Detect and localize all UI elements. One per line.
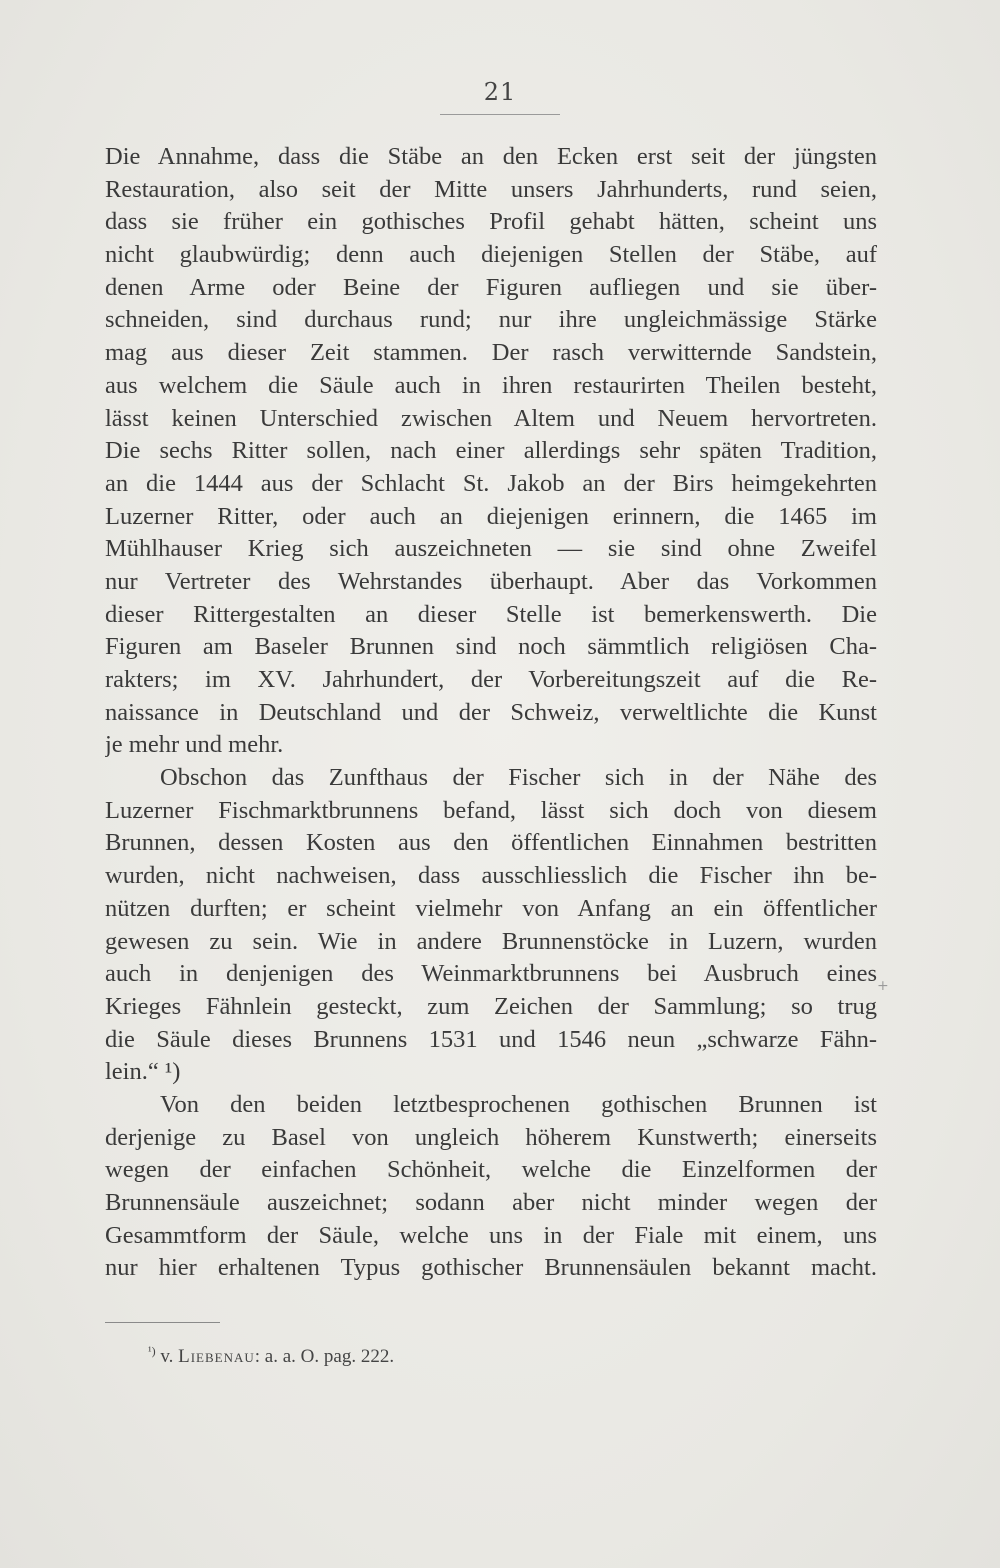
- text-line: aus welchem die Säule auch in ihren restaurirten Theilen besteht,: [105, 371, 877, 399]
- paragraph-3: [105, 1089, 877, 1285]
- footnote-rule: [105, 1322, 220, 1323]
- text-line: wegen der einfachen Schönheit, welche die Einzelformen der: [105, 1156, 877, 1184]
- text-line: nur Vertreter des Wehrstandes überhaupt. Aber das Vorkommen: [105, 567, 877, 595]
- body-text: [105, 141, 877, 1285]
- text-line: Luzerner Fischmarktbrunnens befand, lässt sich doch von diesem: [105, 796, 877, 824]
- text-line: Mühlhauser Krieg sich auszeichneten — sie sind ohne Zweifel: [105, 535, 877, 563]
- text-line: Die sechs Ritter sollen, nach einer allerdings sehr späten Tradition,: [105, 437, 877, 465]
- text-line: Restauration, also seit der Mitte unsers Jahrhunderts, rund seien,: [105, 175, 877, 203]
- text-line: schneiden, sind durchaus rund; nur ihre ungleichmässige Stärke: [105, 306, 877, 334]
- text-line: Luzerner Ritter, oder auch an diejenigen erinnern, die 1465 im: [105, 502, 877, 530]
- text-line: Krieges Fähnlein gesteckt, zum Zeichen der Sammlung; so trug: [105, 992, 877, 1020]
- text-line: lässt keinen Unterschied zwischen Altem und Neuem hervortreten.: [105, 404, 877, 432]
- paragraph-2: [105, 762, 877, 1089]
- text-line: die Säule dieses Brunnens 1531 und 1546 neun „schwarze Fähn-: [105, 1025, 877, 1053]
- text-line: Brunnen, dessen Kosten aus den öffentlichen Einnahmen bestritten: [105, 829, 877, 857]
- footnote-prefix: v.: [160, 1346, 174, 1367]
- text-line: je mehr und mehr.: [105, 731, 284, 759]
- text-line: Die Annahme, dass die Stäbe an den Ecken erst seit der jüngsten: [105, 143, 877, 170]
- text-line: Von den beiden letztbesprochenen gothischen Brunnen ist: [160, 1090, 877, 1118]
- text-line: derjenige zu Basel von ungleich höherem Kunstwerth; einerseits: [105, 1123, 877, 1151]
- text-line: gewesen zu sein. Wie in andere Brunnenstöcke in Luzern, wurden: [105, 927, 877, 955]
- page-number-rule: [440, 114, 560, 115]
- margin-mark: +: [877, 978, 889, 994]
- text-line: dieser Rittergestalten an dieser Stelle ist bemerkenswerth. Die: [105, 600, 877, 628]
- footnote-author: Liebenau: [178, 1346, 255, 1367]
- text-line: wurden, nicht nachweisen, dass ausschliesslich die Fischer ihn be-: [105, 862, 877, 890]
- text-line: denen Arme oder Beine der Figuren aufliegen und sie über-: [105, 273, 877, 301]
- text-line: Figuren am Baseler Brunnen sind noch sämmtlich religiösen Cha-: [105, 633, 877, 661]
- paragraph-1: [105, 141, 877, 762]
- text-line: Gesammtform der Säule, welche uns in der Fiale mit einem, uns: [105, 1221, 877, 1249]
- text-line: Obschon das Zunfthaus der Fischer sich in der Nähe des: [160, 764, 877, 792]
- text-line: mag aus dieser Zeit stammen. Der rasch verwitternde Sandstein,: [105, 339, 877, 367]
- text-line: Brunnensäule auszeichnet; sodann aber nicht minder wegen der: [105, 1189, 877, 1216]
- text-line: nicht glaubwürdig; denn auch diejenigen Stellen der Stäbe, auf: [105, 241, 877, 269]
- text-line: dass sie früher ein gothisches Profil gehabt hätten, scheint uns: [105, 208, 877, 236]
- text-line: naissance in Deutschland und der Schweiz, verweltlichte die Kunst: [105, 698, 877, 726]
- text-line: auch in denjenigen des Weinmarktbrunnens bei Ausbruch eines: [105, 960, 877, 988]
- text-line: lein.“ ¹): [105, 1058, 181, 1086]
- text-line: nützen durften; er scheint vielmehr von Anfang an ein öffentlicher: [105, 894, 877, 922]
- text-line: nur hier erhaltenen Typus gothischer Brunnensäulen bekannt macht.: [105, 1254, 877, 1282]
- footnote-citation: : a. a. O. pag. 222.: [254, 1346, 395, 1367]
- text-line: an die 1444 aus der Schlacht St. Jakob an der Birs heimgekehrten: [105, 469, 877, 497]
- footnote: [148, 1344, 394, 1368]
- page-number: 21: [483, 78, 517, 106]
- footnote-marker: ¹): [148, 1344, 156, 1358]
- text-line: rakters; im XV. Jahrhundert, der Vorbereitungszeit auf die Re-: [105, 666, 877, 693]
